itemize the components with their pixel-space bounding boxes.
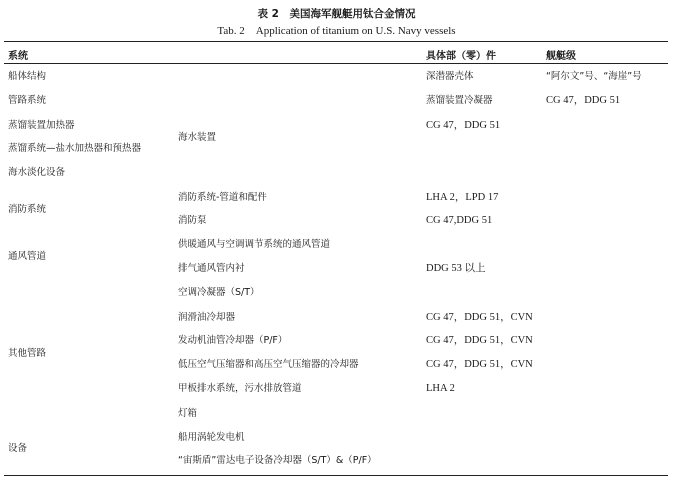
subsystem-cell: 发动机油管冷却器（P/F）: [178, 335, 288, 346]
component-cell: LHA 2，LPD 17: [426, 192, 499, 203]
subsystem-cell: 海水装置: [178, 132, 217, 143]
component-cell: CG 47,DDG 51: [426, 215, 493, 226]
system-cell: 设备: [8, 443, 28, 454]
table-bottom-rule: [4, 475, 668, 476]
system-cell: 船体结构: [8, 71, 47, 82]
header-vessel: 舰艇级: [546, 51, 576, 62]
table-caption-en: Tab. 2 Application of titanium on U.S. Navy vessels: [217, 25, 456, 37]
subsystem-cell: 甲板排水系统，污水排放管道: [178, 383, 302, 394]
subsystem-cell: 船用涡轮发电机: [178, 432, 245, 443]
vessel-cell: CG 47，DDG 51: [546, 95, 621, 106]
header-component: 具体部（零）件: [426, 51, 496, 62]
component-cell: 蒸馏装置冷凝器: [426, 95, 493, 106]
subsystem-cell: 消防系统-管道和配件: [178, 192, 267, 203]
system-cell: 蒸馏系统—盐水加热器和预热器: [8, 143, 142, 154]
component-cell: LHA 2: [426, 383, 455, 394]
subsystem-cell: 消防泵: [178, 215, 207, 226]
subsystem-cell: 排气通风管内衬: [178, 263, 245, 274]
system-cell: 海水淡化设备: [8, 167, 66, 178]
table-caption-cn: 表 2 美国海军舰艇用钛合金情况: [257, 8, 416, 20]
component-cell: CG 47，DDG 51，CVN: [426, 359, 533, 370]
component-cell: DDG 53 以上: [426, 263, 486, 274]
subsystem-cell: “宙斯盾”雷达电子设备冷却器（S/T）&（P/F）: [178, 455, 377, 466]
vessel-cell: “阿尔文”号、“海崖”号: [546, 71, 642, 82]
subsystem-cell: 低压空气压缩器和高压空气压缩器的冷却器: [178, 359, 359, 370]
component-cell: CG 47，DDG 51，CVN: [426, 335, 533, 346]
system-cell: 蒸馏装置加热器: [8, 120, 75, 131]
system-cell: 其他管路: [8, 348, 47, 359]
subsystem-cell: 空调冷凝器（S/T）: [178, 287, 260, 298]
subsystem-cell: 供暖通风与空调调节系统的通风管道: [178, 239, 331, 250]
table-top-rule: [4, 41, 668, 42]
table-header-rule: [4, 63, 668, 64]
header-system: 系统: [8, 51, 28, 62]
subsystem-cell: 灯箱: [178, 408, 198, 419]
component-cell: CG 47，DDG 51，CVN: [426, 312, 533, 323]
system-cell: 管路系统: [8, 95, 47, 106]
component-cell: 深潜器壳体: [426, 71, 474, 82]
system-cell: 消防系统: [8, 204, 47, 215]
component-cell: CG 47，DDG 51: [426, 120, 501, 131]
system-cell: 通风管道: [8, 251, 47, 262]
subsystem-cell: 润滑油冷却器: [178, 312, 236, 323]
